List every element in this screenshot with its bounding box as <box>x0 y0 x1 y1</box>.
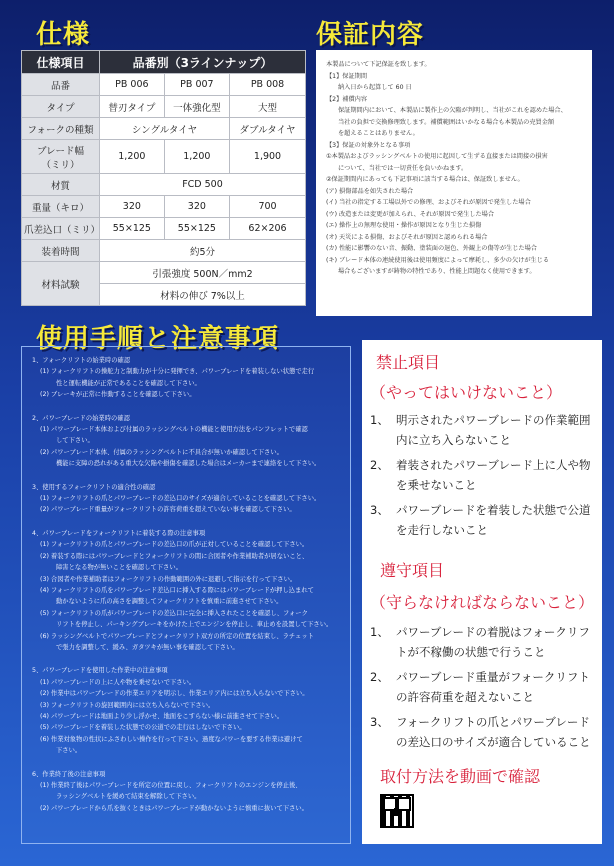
warranty-line: 当社の負担で交換修理致します。補償範囲はいかなる場合も本製品の売買金額 <box>338 118 555 126</box>
usage-line: (5) パワーブレードを着装した状態での公道での走行はしないで下さい。 <box>40 724 246 732</box>
warranty-line: (イ) 当社の指定する工場以外での修理、およびそれが原因で発生した場合 <box>326 199 531 206</box>
mandatory-item-number: 1、 <box>370 625 389 639</box>
usage-section <box>32 355 344 401</box>
qr-code-icon[interactable] <box>380 794 414 828</box>
video-title: 取付方法を動画で確認 <box>380 767 541 786</box>
warranty-line: (エ) 操作上の無理な使用・操作が原因となり生じた損傷 <box>326 222 482 229</box>
spec-cell: 引張強度 500N／mm2 <box>100 262 306 284</box>
usage-line: (2) 作業中はパワーブレードの作業エリアを明示し、作業エリア内には立ち入らないで下さい。 <box>40 690 309 698</box>
spec-label-width-line: ブレード幅 <box>36 145 85 157</box>
warranty-line: 【1】保証期間 <box>326 72 368 80</box>
prohibited-item <box>370 410 598 450</box>
spec-label-fork: フォークの種類 <box>22 118 100 140</box>
usage-section <box>32 482 344 516</box>
usage-line: (3) 合図者や作業補助者はフォークリフトの作動範囲の外に退避して指示を行って下さい。 <box>40 575 297 583</box>
usage-line: (2) パワーブレードから爪を抜くときはパワーブレードが動かないように慎重に抜いて下さい。 <box>40 804 308 812</box>
spec-cell: 約5分 <box>100 240 306 262</box>
warranty-line: (オ) 天災による損傷、およびそれが原因と認められる場合 <box>326 233 488 241</box>
spec-cell: PB 006 <box>100 74 165 96</box>
prohibited-item <box>370 500 598 540</box>
mandatory-item-text: パワーブレード重量がフォークリフトの許容荷重を超えないこと <box>396 670 590 704</box>
usage-heading: 使用手順と注意事項 <box>36 324 280 354</box>
warranty-line: (カ) 性能に影響のない音、振動、塗装面の退色、外観上の傷等が生じた場合 <box>326 245 537 252</box>
mandatory-title: 遵守項目 <box>380 561 445 580</box>
spec-cell: FCD 500 <box>100 174 306 196</box>
prohibited-item-number: 2、 <box>370 458 389 472</box>
usage-section-heading: 6、作業終了後の注意事項 <box>32 770 106 778</box>
spec-label-test: 材料試験 <box>22 262 100 306</box>
mandatory-item-text: フォークリフトの爪とパワーブレードの差込口のサイズが適合していること <box>396 715 591 749</box>
spec-cell: 1,900 <box>230 140 306 174</box>
mandatory-item <box>370 712 598 752</box>
usage-section <box>32 413 344 470</box>
usage-section-heading: 5、パワーブレードを使用した作業中の注意事項 <box>32 667 168 675</box>
warranty-line: (ウ) 改造または変更が加えられ、それが原因で発生した場合 <box>326 210 495 218</box>
usage-line: ラッシングベルトを緩めて結束を解除して下さい。 <box>56 793 201 801</box>
usage-section-heading: 2、パワーブレードの始業時の確認 <box>32 414 130 422</box>
usage-line: (1) フォークリフトの爪とパワーブレードの差込口の爪が正対していることを確認して下さい。 <box>40 541 309 549</box>
usage-line: (1) フォークリフトの爪とパワーブレードの差込口のサイズが適合していることを確認して下さい。 <box>40 495 321 503</box>
usage-section-heading: 1、フォークリフトの始業時の確認 <box>32 357 131 364</box>
spec-cell: 1,200 <box>164 140 229 174</box>
spec-header-item: 仕様項目 <box>22 51 100 74</box>
usage-section-heading: 3、使用するフォークリフトの適合性の確認 <box>32 483 156 491</box>
usage-section-heading: 4、パワーブレードをフォークリフトに着装する際の注意事項 <box>32 529 206 537</box>
usage-line: 性と運転機能が正常であることを確認して下さい。 <box>56 379 201 387</box>
usage-line: で張力を調整して、緩み、ガタツキが無い事を確認して下さい。 <box>56 643 239 651</box>
mandatory-item-text: パワーブレードの着脱はフォークリフトが不稼働の状態で行うこと <box>396 625 590 659</box>
warranty-line: について、当社では一切責任を負いかねます。 <box>338 164 468 172</box>
spec-label-weight: 重量（キロ） <box>22 196 100 218</box>
spec-label-material: 材質 <box>22 174 100 196</box>
warranty-line: (キ) ブレード本体の連続使用後は使用頻度によって摩耗し、多少の欠けが生じる <box>326 256 550 264</box>
usage-line: して下さい。 <box>56 437 94 445</box>
prohibited-item <box>370 455 598 495</box>
usage-line: (1) 作業終了後はパワーブレードを所定の位置に戻し、フォークリフトのエンジンを停止後、 <box>40 782 302 789</box>
prohibited-item-number: 1、 <box>370 413 389 427</box>
usage-line: (1) フォークリフトの操舵力と制動力が十分に発揮でき、パワーブレードを着装しない状態で走行 <box>40 368 315 376</box>
warranty-line: 【2】補償内容 <box>326 95 368 103</box>
spec-label-install: 装着時間 <box>22 240 100 262</box>
usage-line: (2) パワーブレード重量がフォークリフトの許容荷重を超えていない事を確認して下さい。 <box>40 506 296 514</box>
warranty-box <box>316 50 592 316</box>
usage-section <box>32 528 344 653</box>
spec-cell: PB 008 <box>230 74 306 96</box>
usage-line: (3) フォークリフトの旋回範囲内には立ち入らないで下さい。 <box>40 701 215 709</box>
prohibited-subtitle: （やってはいけないこと） <box>370 383 563 402</box>
spec-label-claw: 爪差込口（ミリ） <box>22 218 100 240</box>
spec-cell: ダブルタイヤ <box>230 118 306 140</box>
usage-line: (2) 着装する際にはパワーブレードとフォークリフトの間に合図者や作業補助者が居ないこと、 <box>40 552 309 560</box>
spec-table <box>21 50 306 306</box>
warranty-heading: 保証内容 <box>316 20 425 50</box>
spec-cell: 700 <box>230 196 306 218</box>
mandatory-item-number: 2、 <box>370 670 389 684</box>
usage-line: リフトを停止し、パーキングブレーキをかけた上でエンジンを停止し、車止めを設置して下さい。 <box>56 621 333 629</box>
spec-cell: 一体強化型 <box>164 96 229 118</box>
usage-line: (2) ブレーキが正常に作動することを確認して下さい。 <box>40 391 196 399</box>
spec-cell: PB 007 <box>164 74 229 96</box>
warranty-line: ②保証期間内にあっても下記事項に該当する場合は、保証致しません。 <box>326 176 524 183</box>
mandatory-subtitle: （守らなければならないこと） <box>370 593 595 612</box>
usage-section <box>32 769 344 815</box>
warranty-line: (ア) 損傷部品を如失された場合 <box>326 187 414 195</box>
usage-line: 障害となる物が無いことを確認して下さい。 <box>56 564 182 572</box>
spec-label-type: タイプ <box>22 96 100 118</box>
usage-line: (6) 作業対象物の性状にふさわしい操作を行って下さい。過度なパワーを要する作業は避けて <box>40 735 303 743</box>
spec-label-width-line: （ミリ） <box>41 159 80 171</box>
usage-line: (6) ラッシングベルトでパワーブレードとフォークリフト双方の所定の位置を結束し、ラチェット <box>40 632 314 640</box>
usage-instructions-box <box>21 346 351 844</box>
warranty-line: 本製品について下記保証を致します。 <box>326 61 431 68</box>
usage-line: 機能に支障の恐れがある重大な欠陥や損傷を確認した場合はメーカーまで連絡をして下さい。 <box>56 460 321 468</box>
spec-cell: 55×125 <box>164 218 229 240</box>
spec-label-model: 品番 <box>22 74 100 96</box>
prohibited-item-number: 3、 <box>370 503 389 517</box>
usage-section <box>32 665 344 756</box>
warranty-line: を超えることはありません。 <box>338 130 419 137</box>
usage-line: 動かないように爪の高さを調整してフォークリフトを慎重に前進させて下さい。 <box>56 598 283 606</box>
mandatory-list <box>370 622 598 757</box>
usage-line: (1) パワーブレードの上に人や物を乗せないで下さい。 <box>40 678 196 686</box>
spec-header-models: 品番別（3ラインナップ） <box>100 51 306 74</box>
usage-line: (2) パワーブレード本体、付属のラッシングベルトに不具合が無いか確認して下さい。 <box>40 448 283 456</box>
warranty-line: 場合もございますが鋳物の特性であり、性能上問題なく使用できます。 <box>338 268 536 275</box>
usage-line: (5) フォークリフトの爪がパワーブレードの差込口に完全に挿入されたことを確認し、フォーク <box>40 609 308 617</box>
prohibited-item-text: 着装されたパワーブレード上に人や物を乗せないこと <box>396 458 591 492</box>
spec-cell: 62×206 <box>230 218 306 240</box>
rules-panel <box>362 340 602 844</box>
mandatory-item <box>370 667 598 707</box>
usage-line: 下さい。 <box>56 747 82 755</box>
warranty-line: 【3】保証の対象外となる事項 <box>326 141 411 149</box>
spec-cell: 55×125 <box>100 218 165 240</box>
spec-cell: 替刃タイプ <box>100 96 165 118</box>
spec-cell: 材料の伸び 7%以上 <box>100 284 306 306</box>
usage-line: (4) パワーブレードは地面より少し浮かせ、地面をこすらない様に前進させて下さい。 <box>40 712 284 720</box>
warranty-line: ①本製品およびラッシングベルトの使用に起因して生ずる直接または間接の損害 <box>326 153 548 160</box>
warranty-line: 納入日から起算して 60 日 <box>338 84 412 91</box>
usage-line: (4) フォークリフトの爪をパワーブレード差込口に挿入する際にはパワーブレードが押し込まれて <box>40 586 314 594</box>
spec-cell: 320 <box>100 196 165 218</box>
spec-cell: シングルタイヤ <box>100 118 230 140</box>
spec-cell: 1,200 <box>100 140 165 174</box>
spec-cell: 320 <box>164 196 229 218</box>
warranty-line: 保証期間内において、本製品に製作上の欠陥が判明し、当社がこれを認めた場合、 <box>338 107 567 114</box>
prohibited-list <box>370 410 598 545</box>
spec-label-width <box>22 140 100 174</box>
mandatory-item-number: 3、 <box>370 715 389 729</box>
prohibited-title: 禁止項目 <box>376 353 441 372</box>
mandatory-item <box>370 622 598 662</box>
spec-heading: 仕様 <box>36 20 91 50</box>
spec-cell: 大型 <box>230 96 306 118</box>
prohibited-item-text: パワーブレードを着装した状態で公道を走行しないこと <box>396 503 591 537</box>
prohibited-item-text: 明示されたパワーブレードの作業範囲内に立ち入らないこと <box>396 413 591 447</box>
usage-line: (1) パワーブレード本体および付属のラッシングベルトの機能と使用方法をパンフレットで確認 <box>40 426 308 434</box>
